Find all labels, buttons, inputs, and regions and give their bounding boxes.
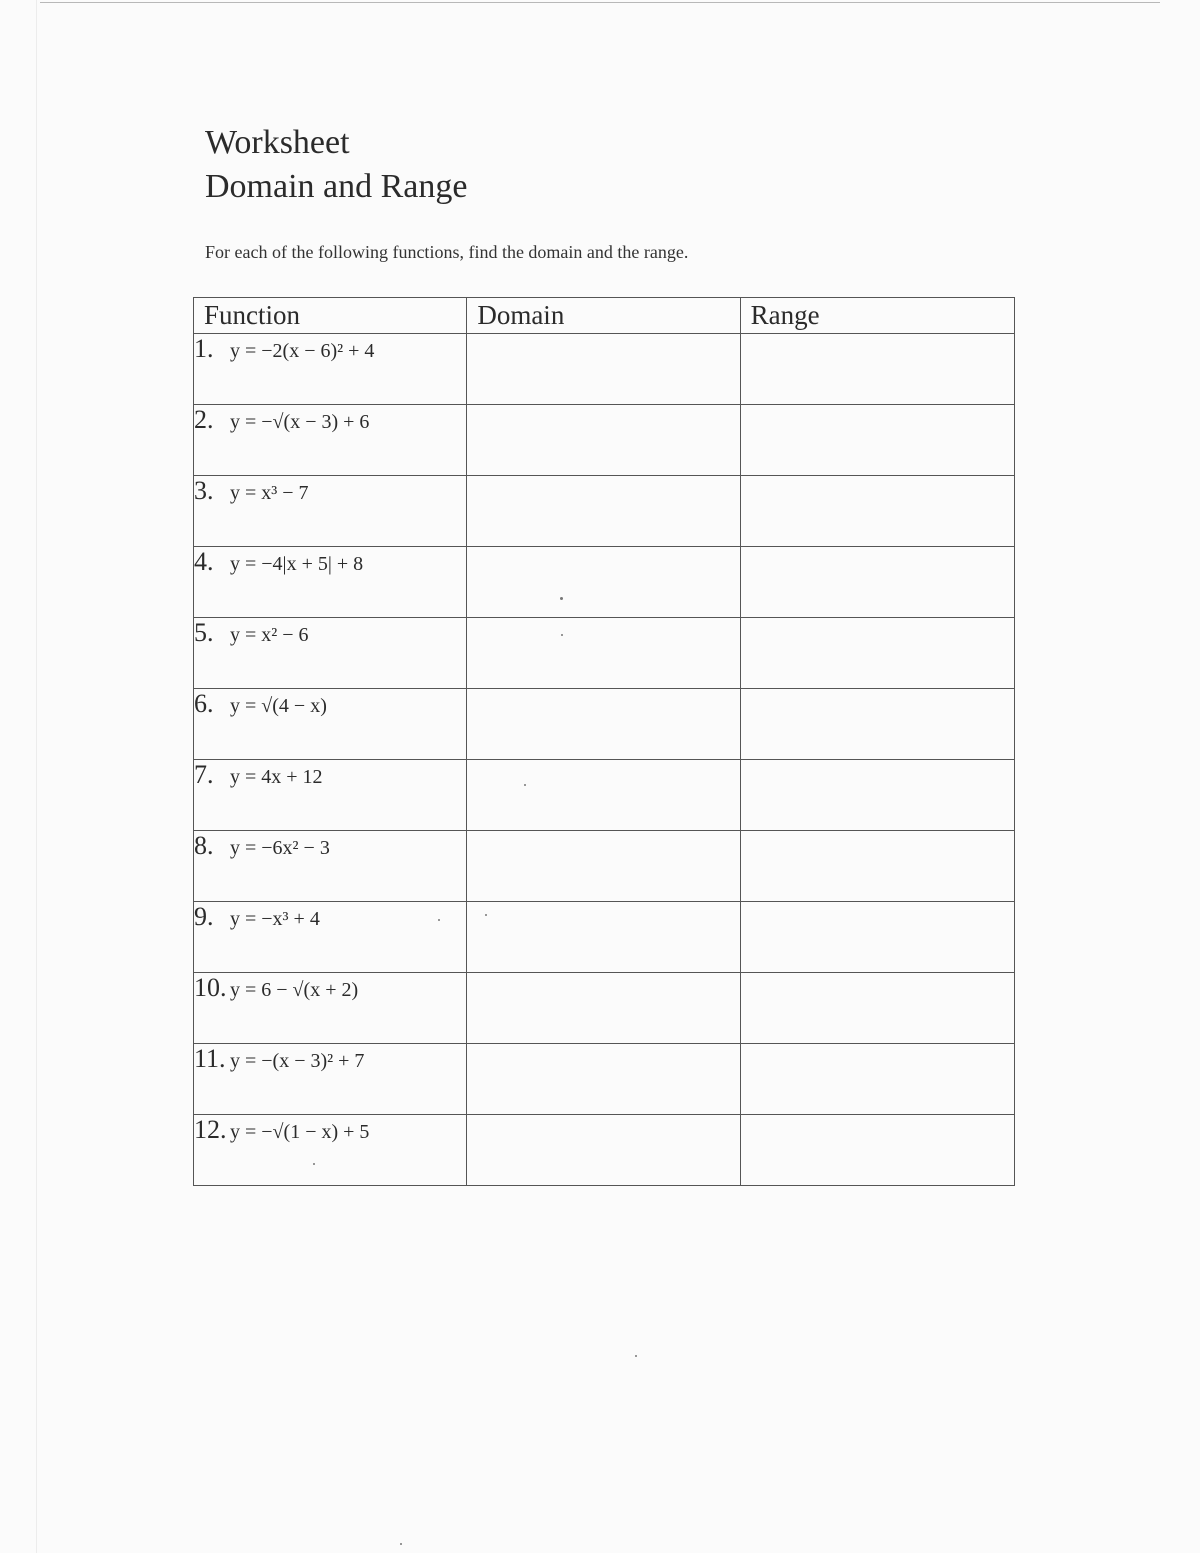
- problem-number: 11.: [194, 1044, 226, 1073]
- function-cell: [194, 476, 467, 547]
- function-cell: [194, 618, 467, 689]
- scan-speck: [313, 1163, 315, 1165]
- function-cell: [194, 689, 467, 760]
- domain-answer-cell[interactable]: [467, 760, 740, 831]
- range-answer-cell[interactable]: [740, 760, 1014, 831]
- problem-number: 12.: [194, 1115, 227, 1144]
- function-equation: y = x² − 6: [230, 624, 309, 646]
- domain-answer-cell[interactable]: [467, 831, 740, 902]
- range-answer-cell[interactable]: [740, 1044, 1014, 1115]
- range-answer-cell[interactable]: [740, 689, 1014, 760]
- problem-number: 9.: [194, 902, 214, 931]
- function-equation: y = 4x + 12: [230, 766, 323, 788]
- header-domain: Domain: [467, 298, 740, 334]
- scan-speck: [560, 597, 563, 600]
- scan-speck: [524, 784, 526, 786]
- scan-speck: [561, 634, 563, 636]
- function-cell: [194, 405, 467, 476]
- domain-answer-cell[interactable]: [467, 476, 740, 547]
- domain-range-table: [193, 297, 1015, 1186]
- table-row: [194, 1044, 1015, 1115]
- table-row: [194, 1115, 1015, 1186]
- domain-answer-cell[interactable]: [467, 973, 740, 1044]
- scan-speck: [438, 919, 440, 921]
- domain-answer-cell[interactable]: [467, 547, 740, 618]
- table-row: [194, 334, 1015, 405]
- function-equation: y = −2(x − 6)² + 4: [230, 340, 375, 362]
- function-equation: y = x³ − 7: [230, 482, 309, 504]
- problem-number: 7.: [194, 760, 214, 789]
- problem-number: 1.: [194, 334, 214, 363]
- problem-number: 5.: [194, 618, 214, 647]
- function-cell: [194, 973, 467, 1044]
- function-equation: y = −√(1 − x) + 5: [230, 1121, 370, 1143]
- domain-answer-cell[interactable]: [467, 902, 740, 973]
- table-row: [194, 405, 1015, 476]
- table-row: [194, 547, 1015, 618]
- domain-answer-cell[interactable]: [467, 405, 740, 476]
- function-cell: [194, 547, 467, 618]
- domain-answer-cell[interactable]: [467, 1044, 740, 1115]
- function-equation: y = −(x − 3)² + 7: [230, 1050, 365, 1072]
- problem-number: 8.: [194, 831, 214, 860]
- function-cell: [194, 334, 467, 405]
- range-answer-cell[interactable]: [740, 831, 1014, 902]
- table-row: [194, 831, 1015, 902]
- problem-number: 10.: [194, 973, 227, 1002]
- function-equation: y = −x³ + 4: [230, 908, 320, 930]
- domain-answer-cell[interactable]: [467, 1115, 740, 1186]
- scan-speck: [400, 1543, 402, 1545]
- range-answer-cell[interactable]: [740, 405, 1014, 476]
- function-equation: y = −√(x − 3) + 6: [230, 411, 370, 433]
- table-row: [194, 689, 1015, 760]
- table-row: [194, 618, 1015, 689]
- function-cell: [194, 902, 467, 973]
- domain-answer-cell[interactable]: [467, 689, 740, 760]
- function-cell: [194, 831, 467, 902]
- function-cell: [194, 760, 467, 831]
- range-answer-cell[interactable]: [740, 1115, 1014, 1186]
- instructions-text: For each of the following functions, find the domain and the range.: [205, 242, 689, 262]
- problem-number: 6.: [194, 689, 214, 718]
- problem-number: 3.: [194, 476, 214, 505]
- range-answer-cell[interactable]: [740, 547, 1014, 618]
- range-answer-cell[interactable]: [740, 618, 1014, 689]
- scan-speck: [485, 914, 487, 916]
- table-row: [194, 973, 1015, 1044]
- function-equation: y = −4|x + 5| + 8: [230, 553, 364, 575]
- function-equation: y = −6x² − 3: [230, 837, 330, 859]
- worksheet-subtitle: Domain and Range: [205, 168, 468, 205]
- range-answer-cell[interactable]: [740, 973, 1014, 1044]
- header-function: Function: [194, 298, 467, 334]
- table-header-row: [194, 298, 1015, 334]
- problem-number: 2.: [194, 405, 214, 434]
- scan-edge-line: [40, 2, 1160, 3]
- table-row: [194, 476, 1015, 547]
- header-range: Range: [740, 298, 1014, 334]
- range-answer-cell[interactable]: [740, 902, 1014, 973]
- domain-answer-cell[interactable]: [467, 334, 740, 405]
- range-answer-cell[interactable]: [740, 476, 1014, 547]
- function-cell: [194, 1044, 467, 1115]
- table-row: [194, 760, 1015, 831]
- domain-answer-cell[interactable]: [467, 618, 740, 689]
- range-answer-cell[interactable]: [740, 334, 1014, 405]
- scan-edge-shadow: [36, 0, 37, 1553]
- function-equation: y = √(4 − x): [230, 695, 327, 717]
- worksheet-title: Worksheet: [205, 124, 350, 161]
- scan-speck: [635, 1355, 637, 1357]
- table-row: [194, 902, 1015, 973]
- function-equation: y = 6 − √(x + 2): [230, 979, 359, 1001]
- problem-number: 4.: [194, 547, 214, 576]
- function-cell: [194, 1115, 467, 1186]
